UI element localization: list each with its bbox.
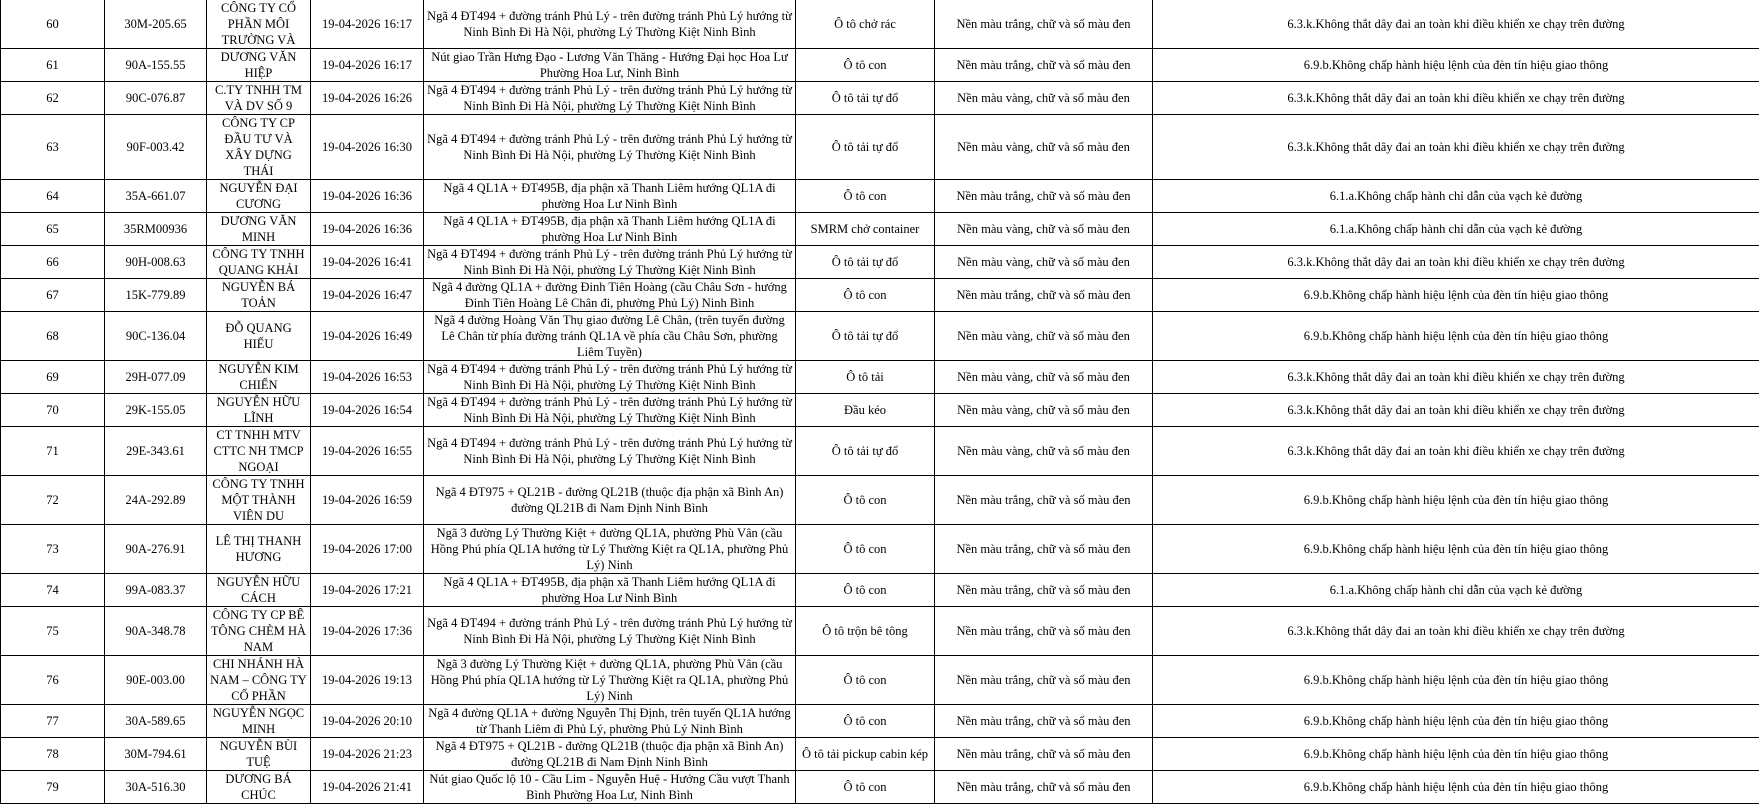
plate-number: 15K-779.89	[105, 279, 207, 312]
violation-location: Nút giao Trần Hưng Đạo - Lương Văn Thăng - Hướng Đại học Hoa Lư Phường Hoa Lư, Ninh Bình	[424, 49, 796, 82]
violation-time: 19-04-2026 16:59	[311, 476, 424, 525]
row-number: 65	[1, 213, 105, 246]
violation-location: Ngã 4 ĐT494 + đường tránh Phủ Lý - trên đường tránh Phủ Lý hướng từ Ninh Bình Đi Hà Nội, phường Lý Thường Kiệt Ninh Bình	[424, 82, 796, 115]
violation-description: 6.9.b.Không chấp hành hiệu lệnh của đèn tín hiệu giao thông	[1153, 476, 1759, 525]
violation-description: 6.9.b.Không chấp hành hiệu lệnh của đèn tín hiệu giao thông	[1153, 525, 1759, 574]
row-number: 71	[1, 427, 105, 476]
owner-name: NGUYỄN BÁ TOẢN	[207, 279, 311, 312]
table-row	[1, 246, 1759, 279]
plate-color: Nền màu trắng, chữ và số màu đen	[935, 0, 1153, 49]
vehicle-type: Ô tô con	[796, 574, 935, 607]
violation-location: Ngã 3 đường Lý Thường Kiệt + đường QL1A, phường Phù Vân (cầu Hồng Phú phía QL1A hướng từ Lý Thường Kiệt ra QL1A, phường Phủ Lý) Ninh	[424, 525, 796, 574]
row-number: 66	[1, 246, 105, 279]
plate-color: Nền màu trắng, chữ và số màu đen	[935, 738, 1153, 771]
violation-time: 19-04-2026 16:26	[311, 82, 424, 115]
table-row	[1, 574, 1759, 607]
owner-name: NGUYỄN KIM CHIẾN	[207, 361, 311, 394]
plate-number: 24A-292.89	[105, 476, 207, 525]
violation-description: 6.1.a.Không chấp hành chỉ dẫn của vạch kẻ đường	[1153, 180, 1759, 213]
vehicle-type: Ô tô con	[796, 180, 935, 213]
table-row	[1, 180, 1759, 213]
owner-name: CÔNG TY CP BÊ TÔNG CHÈM HÀ NAM	[207, 607, 311, 656]
violation-time: 19-04-2026 16:30	[311, 115, 424, 180]
violation-description: 6.9.b.Không chấp hành hiệu lệnh của đèn tín hiệu giao thông	[1153, 705, 1759, 738]
violation-location: Ngã 4 ĐT494 + đường tránh Phủ Lý - trên đường tránh Phủ Lý hướng từ Ninh Bình Đi Hà Nội, phường Lý Thường Kiệt Ninh Bình	[424, 246, 796, 279]
violation-time: 19-04-2026 21:23	[311, 738, 424, 771]
violation-location: Ngã 3 đường Lý Thường Kiệt + đường QL1A, phường Phù Vân (cầu Hồng Phú phía QL1A hướng từ Lý Thường Kiệt ra QL1A, phường Phủ Lý) Ninh	[424, 656, 796, 705]
violation-location: Ngã 4 ĐT494 + đường tránh Phủ Lý - trên đường tránh Phủ Lý hướng từ Ninh Bình Đi Hà Nội, phường Lý Thường Kiệt Ninh Bình	[424, 607, 796, 656]
violation-time: 19-04-2026 17:00	[311, 525, 424, 574]
plate-color: Nền màu trắng, chữ và số màu đen	[935, 705, 1153, 738]
violation-time: 19-04-2026 21:41	[311, 771, 424, 804]
table-row	[1, 607, 1759, 656]
vehicle-type: Ô tô trộn bê tông	[796, 607, 935, 656]
violation-time: 19-04-2026 16:17	[311, 0, 424, 49]
plate-color: Nền màu vàng, chữ và số màu đen	[935, 361, 1153, 394]
table-row	[1, 705, 1759, 738]
plate-number: 35RM00936	[105, 213, 207, 246]
plate-color: Nền màu trắng, chữ và số màu đen	[935, 525, 1153, 574]
plate-number: 90H-008.63	[105, 246, 207, 279]
plate-number: 30M-205.65	[105, 0, 207, 49]
violation-location: Ngã 4 ĐT975 + QL21B - đường QL21B (thuộc địa phận xã Bình An) đường QL21B đi Nam Định Ninh Bình	[424, 476, 796, 525]
row-number: 76	[1, 656, 105, 705]
violation-time: 19-04-2026 19:13	[311, 656, 424, 705]
plate-color: Nền màu vàng, chữ và số màu đen	[935, 82, 1153, 115]
row-number: 61	[1, 49, 105, 82]
owner-name: ĐỖ QUANG HIẾU	[207, 312, 311, 361]
row-number: 62	[1, 82, 105, 115]
violation-location: Nút giao Quốc lộ 10 - Cầu Lim - Nguyễn Huệ - Hướng Cầu vượt Thanh Bình Phường Hoa Lư, Ninh Bình	[424, 771, 796, 804]
violation-time: 19-04-2026 16:36	[311, 180, 424, 213]
row-number: 60	[1, 0, 105, 49]
owner-name: DƯƠNG BÁ CHÚC	[207, 771, 311, 804]
violation-description: 6.1.a.Không chấp hành chỉ dẫn của vạch kẻ đường	[1153, 213, 1759, 246]
plate-color: Nền màu trắng, chữ và số màu đen	[935, 279, 1153, 312]
table-row	[1, 361, 1759, 394]
owner-name: DƯƠNG VĂN MINH	[207, 213, 311, 246]
vehicle-type: Ô tô tải tự đổ	[796, 82, 935, 115]
plate-color: Nền màu vàng, chữ và số màu đen	[935, 427, 1153, 476]
plate-number: 90C-076.87	[105, 82, 207, 115]
vehicle-type: Ô tô chở rác	[796, 0, 935, 49]
violation-description: 6.9.b.Không chấp hành hiệu lệnh của đèn tín hiệu giao thông	[1153, 771, 1759, 804]
row-number: 79	[1, 771, 105, 804]
vehicle-type: Ô tô con	[796, 476, 935, 525]
row-number: 74	[1, 574, 105, 607]
owner-name: NGUYỄN HỮU CÁCH	[207, 574, 311, 607]
plate-color: Nền màu trắng, chữ và số màu đen	[935, 180, 1153, 213]
violation-time: 19-04-2026 16:41	[311, 246, 424, 279]
owner-name: CT TNHH MTV CTTC NH TMCP NGOẠI	[207, 427, 311, 476]
plate-number: 90A-276.91	[105, 525, 207, 574]
plate-color: Nền màu trắng, chữ và số màu đen	[935, 607, 1153, 656]
plate-color: Nền màu vàng, chữ và số màu đen	[935, 213, 1153, 246]
vehicle-type: Đầu kéo	[796, 394, 935, 427]
owner-name: CÔNG TY TNHH MỘT THÀNH VIÊN DU	[207, 476, 311, 525]
violation-description: 6.9.b.Không chấp hành hiệu lệnh của đèn tín hiệu giao thông	[1153, 312, 1759, 361]
vehicle-type: Ô tô con	[796, 771, 935, 804]
plate-number: 30M-794.61	[105, 738, 207, 771]
table-row	[1, 312, 1759, 361]
row-number: 69	[1, 361, 105, 394]
owner-name: CÔNG TY CỔ PHẦN MÔI TRƯỜNG VÀ	[207, 0, 311, 49]
violation-description: 6.3.k.Không thắt dây đai an toàn khi điều khiển xe chạy trên đường	[1153, 115, 1759, 180]
plate-number: 99A-083.37	[105, 574, 207, 607]
violation-description: 6.3.k.Không thắt dây đai an toàn khi điều khiển xe chạy trên đường	[1153, 394, 1759, 427]
violation-description: 6.9.b.Không chấp hành hiệu lệnh của đèn tín hiệu giao thông	[1153, 656, 1759, 705]
table-row	[1, 0, 1759, 49]
table-row	[1, 656, 1759, 705]
plate-color: Nền màu trắng, chữ và số màu đen	[935, 771, 1153, 804]
table-row	[1, 394, 1759, 427]
violation-location: Ngã 4 QL1A + ĐT495B, địa phận xã Thanh Liêm hướng QL1A đi phường Hoa Lư Ninh Bình	[424, 574, 796, 607]
violation-time: 19-04-2026 16:47	[311, 279, 424, 312]
violation-location: Ngã 4 ĐT494 + đường tránh Phủ Lý - trên đường tránh Phủ Lý hướng từ Ninh Bình Đi Hà Nội, phường Lý Thường Kiệt Ninh Bình	[424, 115, 796, 180]
owner-name: CÔNG TY TNHH QUANG KHẢI	[207, 246, 311, 279]
table-row	[1, 738, 1759, 771]
vehicle-type: Ô tô tải pickup cabin kép	[796, 738, 935, 771]
owner-name: LÊ THỊ THANH HƯƠNG	[207, 525, 311, 574]
plate-number: 90A-348.78	[105, 607, 207, 656]
vehicle-type: Ô tô con	[796, 705, 935, 738]
plate-number: 35A-661.07	[105, 180, 207, 213]
violation-location: Ngã 4 ĐT975 + QL21B - đường QL21B (thuộc địa phận xã Bình An) đường QL21B đi Nam Định Ninh Bình	[424, 738, 796, 771]
owner-name: C.TY TNHH TM VÀ DV SỐ 9	[207, 82, 311, 115]
plate-number: 90A-155.55	[105, 49, 207, 82]
vehicle-type: Ô tô con	[796, 656, 935, 705]
owner-name: CHI NHÁNH HÀ NAM – CÔNG TY CỔ PHẦN	[207, 656, 311, 705]
violation-description: 6.1.a.Không chấp hành chỉ dẫn của vạch kẻ đường	[1153, 574, 1759, 607]
plate-color: Nền màu vàng, chữ và số màu đen	[935, 312, 1153, 361]
violation-description: 6.3.k.Không thắt dây đai an toàn khi điều khiển xe chạy trên đường	[1153, 0, 1759, 49]
violation-time: 19-04-2026 16:49	[311, 312, 424, 361]
table-row	[1, 279, 1759, 312]
vehicle-type: Ô tô tải tự đổ	[796, 312, 935, 361]
violation-time: 19-04-2026 16:54	[311, 394, 424, 427]
violation-description: 6.3.k.Không thắt dây đai an toàn khi điều khiển xe chạy trên đường	[1153, 427, 1759, 476]
row-number: 70	[1, 394, 105, 427]
plate-color: Nền màu trắng, chữ và số màu đen	[935, 49, 1153, 82]
table-row	[1, 476, 1759, 525]
violation-location: Ngã 4 ĐT494 + đường tránh Phủ Lý - trên đường tránh Phủ Lý hướng từ Ninh Bình Đi Hà Nội, phường Lý Thường Kiệt Ninh Bình	[424, 394, 796, 427]
violation-location: Ngã 4 ĐT494 + đường tránh Phủ Lý - trên đường tránh Phủ Lý hướng từ Ninh Bình Đi Hà Nội, phường Lý Thường Kiệt Ninh Bình	[424, 427, 796, 476]
plate-color: Nền màu vàng, chữ và số màu đen	[935, 115, 1153, 180]
violation-location: Ngã 4 QL1A + ĐT495B, địa phận xã Thanh Liêm hướng QL1A đi phường Hoa Lư Ninh Bình	[424, 213, 796, 246]
violation-location: Ngã 4 đường QL1A + đường Nguyễn Thị Định, trên tuyến QL1A hướng từ Thanh Liêm đi Phủ Lý, phường Phủ Lý Ninh Bình	[424, 705, 796, 738]
row-number: 63	[1, 115, 105, 180]
violation-location: Ngã 4 ĐT494 + đường tránh Phủ Lý - trên đường tránh Phủ Lý hướng từ Ninh Bình Đi Hà Nội, phường Lý Thường Kiệt Ninh Bình	[424, 361, 796, 394]
row-number: 72	[1, 476, 105, 525]
violation-location: Ngã 4 đường Hoàng Văn Thụ giao đường Lê Chân, (trên tuyến đường Lê Chân từ phía đường tránh QL1A về phía cầu Châu Sơn, phường Liêm Tuyền)	[424, 312, 796, 361]
owner-name: NGUYỄN NGỌC MINH	[207, 705, 311, 738]
vehicle-type: Ô tô tải tự đổ	[796, 246, 935, 279]
plate-color: Nền màu vàng, chữ và số màu đen	[935, 394, 1153, 427]
owner-name: NGUYỄN HỮU LĨNH	[207, 394, 311, 427]
plate-number: 29K-155.05	[105, 394, 207, 427]
violation-time: 19-04-2026 16:17	[311, 49, 424, 82]
row-number: 64	[1, 180, 105, 213]
table-row	[1, 49, 1759, 82]
table-row	[1, 771, 1759, 804]
violation-location: Ngã 4 ĐT494 + đường tránh Phủ Lý - trên đường tránh Phủ Lý hướng từ Ninh Bình Đi Hà Nội, phường Lý Thường Kiệt Ninh Bình	[424, 0, 796, 49]
row-number: 77	[1, 705, 105, 738]
plate-number: 90E-003.00	[105, 656, 207, 705]
row-number: 68	[1, 312, 105, 361]
owner-name: NGUYỄN ĐẠI CƯƠNG	[207, 180, 311, 213]
table-row	[1, 525, 1759, 574]
violation-location: Ngã 4 đường QL1A + đường Đinh Tiên Hoàng (cầu Châu Sơn - hướng Đinh Tiên Hoàng Lê Chân đi, phường Phủ Lý) Ninh Bình	[424, 279, 796, 312]
violation-time: 19-04-2026 17:21	[311, 574, 424, 607]
plate-color: Nền màu vàng, chữ và số màu đen	[935, 246, 1153, 279]
vehicle-type: Ô tô tải tự đổ	[796, 427, 935, 476]
row-number: 67	[1, 279, 105, 312]
violation-description: 6.3.k.Không thắt dây đai an toàn khi điều khiển xe chạy trên đường	[1153, 607, 1759, 656]
table-row	[1, 427, 1759, 476]
owner-name: CÔNG TY CP ĐẦU TƯ VÀ XÂY DỰNG THÁI	[207, 115, 311, 180]
plate-number: 30A-589.65	[105, 705, 207, 738]
vehicle-type: Ô tô tải tự đổ	[796, 115, 935, 180]
plate-color: Nền màu trắng, chữ và số màu đen	[935, 476, 1153, 525]
row-number: 73	[1, 525, 105, 574]
vehicle-type: Ô tô con	[796, 279, 935, 312]
violation-description: 6.3.k.Không thắt dây đai an toàn khi điều khiển xe chạy trên đường	[1153, 246, 1759, 279]
row-number: 78	[1, 738, 105, 771]
plate-number: 29E-343.61	[105, 427, 207, 476]
table-row	[1, 115, 1759, 180]
table-row	[1, 82, 1759, 115]
table-row	[1, 213, 1759, 246]
plate-number: 30A-516.30	[105, 771, 207, 804]
violation-description: 6.3.k.Không thắt dây đai an toàn khi điều khiển xe chạy trên đường	[1153, 361, 1759, 394]
violation-location: Ngã 4 QL1A + ĐT495B, địa phận xã Thanh Liêm hướng QL1A đi phường Hoa Lư Ninh Bình	[424, 180, 796, 213]
owner-name: DƯƠNG VĂN HIỆP	[207, 49, 311, 82]
plate-number: 29H-077.09	[105, 361, 207, 394]
row-number: 75	[1, 607, 105, 656]
plate-number: 90F-003.42	[105, 115, 207, 180]
plate-number: 90C-136.04	[105, 312, 207, 361]
violation-description: 6.9.b.Không chấp hành hiệu lệnh của đèn tín hiệu giao thông	[1153, 49, 1759, 82]
violation-time: 19-04-2026 17:36	[311, 607, 424, 656]
violation-description: 6.9.b.Không chấp hành hiệu lệnh của đèn tín hiệu giao thông	[1153, 738, 1759, 771]
vehicle-type: Ô tô con	[796, 525, 935, 574]
violation-time: 19-04-2026 20:10	[311, 705, 424, 738]
violation-description: 6.9.b.Không chấp hành hiệu lệnh của đèn tín hiệu giao thông	[1153, 279, 1759, 312]
vehicle-type: Ô tô tải	[796, 361, 935, 394]
plate-color: Nền màu trắng, chữ và số màu đen	[935, 656, 1153, 705]
vehicle-type: Ô tô con	[796, 49, 935, 82]
violation-time: 19-04-2026 16:55	[311, 427, 424, 476]
plate-color: Nền màu trắng, chữ và số màu đen	[935, 574, 1153, 607]
vehicle-type: SMRM chở container	[796, 213, 935, 246]
violation-description: 6.3.k.Không thắt dây đai an toàn khi điều khiển xe chạy trên đường	[1153, 82, 1759, 115]
owner-name: NGUYỄN BÙI TUỆ	[207, 738, 311, 771]
violation-time: 19-04-2026 16:36	[311, 213, 424, 246]
violation-time: 19-04-2026 16:53	[311, 361, 424, 394]
